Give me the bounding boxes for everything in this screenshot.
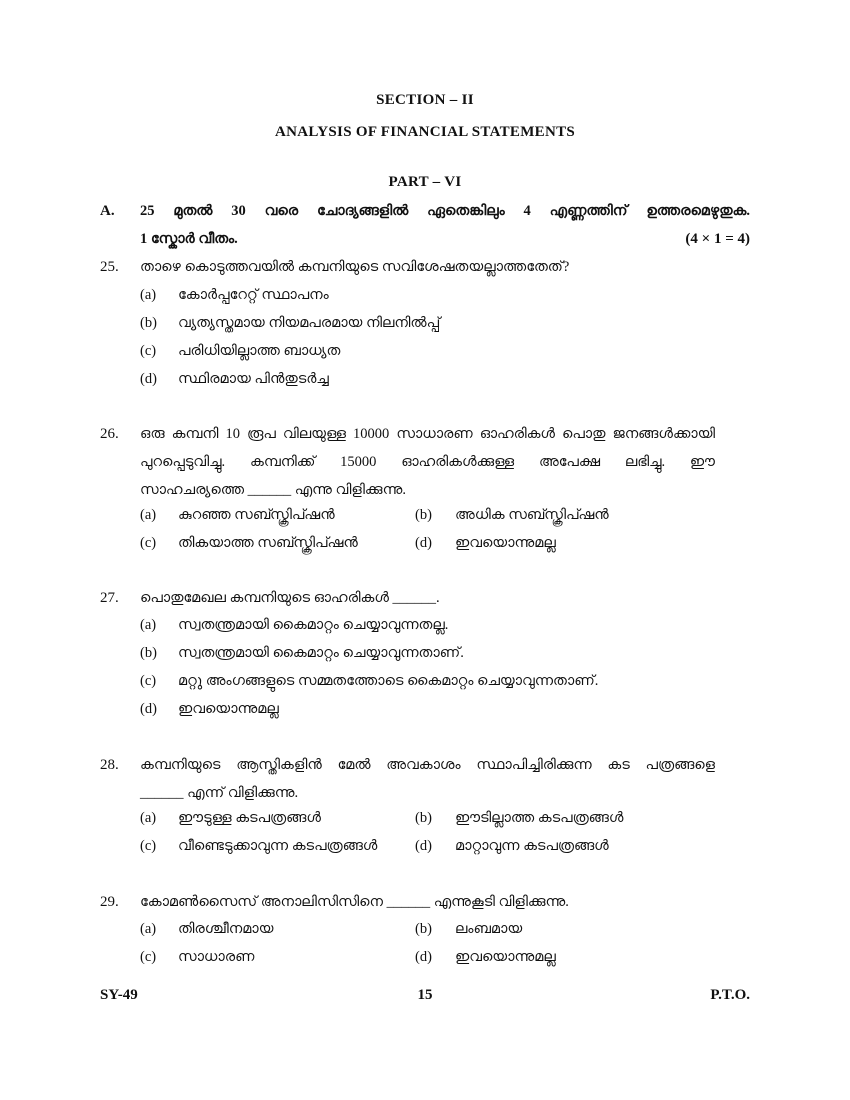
question-text: കോമൺസൈസ് അനാലിസിസിനെ ______ എന്നുകൂടി വിളിക്കുന്നു. [140, 894, 569, 910]
question-number: 26. [100, 426, 119, 442]
question-text: ഒരു കമ്പനി 10 രൂപ വിലയുള്ള 10000 സാധാരണ ഓഹരികൾ പൊതു ജനങ്ങൾക്കായി [140, 426, 715, 442]
option-text: ഇവയൊന്നുമല്ല [455, 535, 556, 551]
page-number: 15 [417, 987, 433, 1003]
option-label: (c) [140, 949, 157, 965]
section-heading: SECTION – II [376, 92, 474, 108]
option-label: (b) [140, 645, 157, 661]
option-text: തികയാത്ത സബ്സ്ക്രിപ്ഷൻ [178, 535, 358, 551]
option-text: ഈടുള്ള കടപത്രങ്ങൾ [178, 810, 321, 826]
option-label: (d) [140, 371, 157, 387]
option-label: (c) [140, 673, 157, 689]
option-label: (d) [415, 535, 432, 551]
option-text: സ്വതന്ത്രമായി കൈമാറ്റം ചെയ്യാവുന്നതാണ്. [178, 645, 464, 661]
option-text: മറ്റു അംഗങ്ങളുടെ സമ്മതത്തോടെ കൈമാറ്റം ചെയ്യാവുന്നതാണ്. [178, 673, 599, 689]
question-text: കമ്പനിയുടെ ആസ്തികളിൻ മേൽ അവകാശം സ്ഥാപിച്ചിരിക്കുന്ന കട പത്രങ്ങളെ [140, 757, 716, 773]
question-number: 25. [100, 259, 119, 275]
option-label: (a) [140, 287, 157, 303]
option-label: (b) [415, 507, 432, 523]
option-text: സ്വതന്ത്രമായി കൈമാറ്റം ചെയ്യാവുന്നതല്ല. [178, 617, 449, 633]
option-label: (c) [140, 343, 157, 359]
option-text: കോർപ്പറേറ്റ് സ്ഥാപനം [178, 287, 329, 303]
option-text: സാധാരണ [178, 949, 255, 965]
option-label: (d) [140, 701, 157, 717]
option-text: ഈടില്ലാത്ത കടപത്രങ്ങൾ [455, 810, 624, 826]
instruction-label: A. [100, 203, 115, 219]
option-label: (c) [140, 838, 157, 854]
option-label: (c) [140, 535, 157, 551]
option-text: കുറഞ്ഞ സബ്സ്ക്രിപ്ഷൻ [178, 507, 335, 523]
option-text: സ്ഥിരമായ പിൻതുടർച്ച [178, 371, 329, 387]
option-label: (a) [140, 507, 157, 523]
option-label: (a) [140, 617, 157, 633]
paper-title: ANALYSIS OF FINANCIAL STATEMENTS [274, 124, 576, 140]
option-text: ഇവയൊന്നുമല്ല [455, 949, 556, 965]
question-number: 27. [100, 590, 119, 606]
question-text: പുറപ്പെടുവിച്ചു. കമ്പനിക്ക് 15000 ഓഹരികൾക്കുള്ള അപേക്ഷ ലഭിച്ചു. ഈ [140, 454, 715, 470]
option-text: വ്യത്യസ്തമായ നിയമപരമായ നിലനിൽപ്പ് [178, 315, 441, 331]
instruction-text: 25 മുതൽ 30 വരെ ചോദ്യങ്ങളിൽ ഏതെങ്കിലും 4 എണ്ണത്തിന് ഉത്തരമെഴുതുക. [140, 203, 750, 219]
option-text: അധിക സബ്സ്ക്രിപ്ഷൻ [455, 507, 609, 523]
option-text: തിരശ്ചീനമായ [178, 921, 274, 937]
option-text: ഇവയൊന്നുമല്ല [178, 701, 279, 717]
option-text: മാറ്റാവുന്ന കടപത്രങ്ങൾ [455, 838, 609, 854]
option-label: (b) [140, 315, 157, 331]
option-label: (a) [140, 921, 157, 937]
option-label: (d) [415, 949, 432, 965]
part-heading: PART – VI [388, 174, 462, 190]
pto-label: P.T.O. [710, 987, 750, 1003]
question-number: 29. [100, 894, 119, 910]
option-text: പരിധിയില്ലാത്ത ബാധ്യത [178, 343, 341, 359]
instruction-score: 1 സ്കോർ വീതം. [140, 231, 238, 247]
question-text: താഴെ കൊടുത്തവയിൽ കമ്പനിയുടെ സവിശേഷതയല്ലാത്തതേത്? [140, 259, 570, 275]
option-text: വീണ്ടെടുക്കാവുന്ന കടപത്രങ്ങൾ [178, 838, 378, 854]
paper-code: SY-49 [100, 987, 138, 1003]
option-label: (d) [415, 838, 432, 854]
option-label: (b) [415, 921, 432, 937]
option-label: (a) [140, 810, 157, 826]
instruction-marks: (4 × 1 = 4) [685, 231, 750, 247]
question-text: സാഹചര്യത്തെ ______ എന്നു വിളിക്കുന്നു. [140, 482, 406, 498]
question-text: ______ എന്ന് വിളിക്കുന്നു. [140, 785, 299, 801]
option-label: (b) [415, 810, 432, 826]
question-text: പൊതുമേഖല കമ്പനിയുടെ ഓഹരികൾ ______. [140, 590, 440, 606]
option-text: ലംബമായ [455, 921, 523, 937]
question-number: 28. [100, 757, 119, 773]
